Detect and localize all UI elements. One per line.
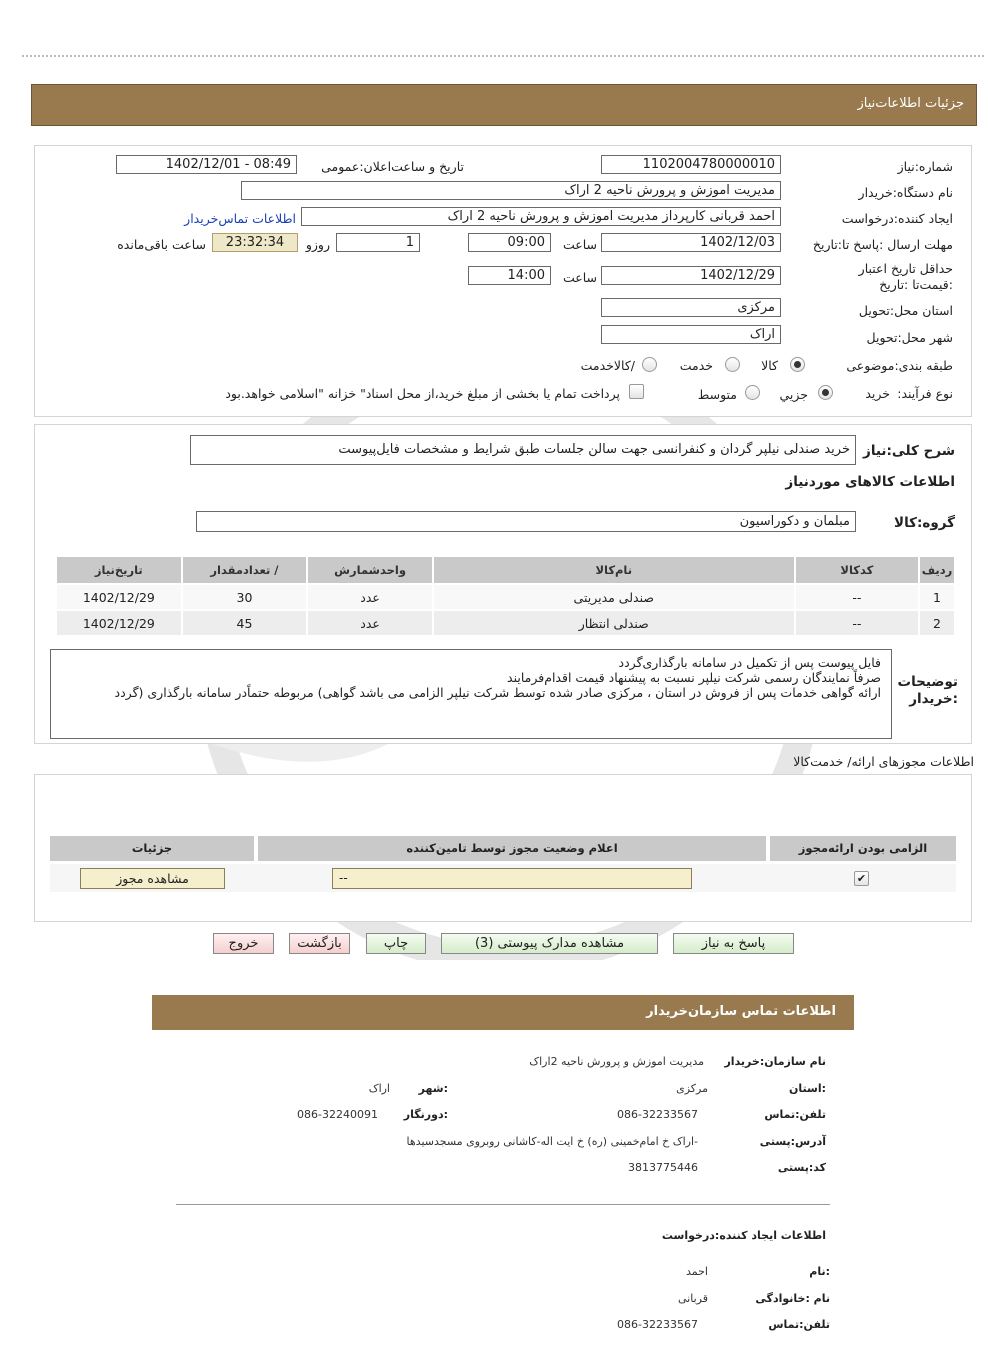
contact-header bbox=[152, 995, 854, 1030]
page-header bbox=[31, 84, 977, 126]
validity-label: حداقل تاریخ اعتبار :قیمت‌تا :تاریخ bbox=[858, 261, 953, 292]
table-row bbox=[57, 611, 954, 635]
category-label: طبقه بندی:موضوعی bbox=[846, 358, 953, 373]
col-row: ردیف bbox=[920, 557, 954, 583]
table-row bbox=[57, 585, 954, 609]
col-date: تاریخ‌نیاز bbox=[57, 557, 181, 583]
contact-org-value: مدیریت اموزش و پرورش ناحیه 2اراک bbox=[529, 1055, 704, 1068]
buyer-note-line: صرفاً نمایندگان رسمی شرکت نیلپر نسبت به پیشنهاد قیمت اقدام‌فرمایند bbox=[507, 670, 881, 685]
items-table-header bbox=[57, 557, 954, 583]
treasury-payment-checkbox[interactable] bbox=[629, 384, 644, 399]
days-field: 1 bbox=[336, 233, 420, 252]
announce-field: 1402/12/01 - 08:49 bbox=[116, 155, 297, 174]
print-button[interactable]: چاپ bbox=[366, 933, 426, 954]
goods-group-field: مبلمان و دکوراسیون bbox=[196, 511, 856, 532]
contact-divider bbox=[176, 1204, 830, 1205]
permit-status-field: -- bbox=[332, 868, 692, 889]
creator-name-label: :نام bbox=[809, 1265, 830, 1278]
permits-header-required: الزامی بودن ارائه‌مجوز bbox=[770, 836, 956, 861]
creator-family-label: نام :خانوادگی bbox=[755, 1292, 830, 1305]
buyer-notes-label: توضیحات :خریدار bbox=[897, 674, 958, 707]
creator-name-value: احمد bbox=[686, 1265, 708, 1278]
category-both-radio[interactable] bbox=[642, 357, 657, 372]
city-label: شهر محل:تحویل bbox=[866, 330, 953, 345]
deadline-time-label: ساعت bbox=[562, 237, 597, 252]
creator-family-value: قربانی bbox=[678, 1292, 708, 1305]
cell-unit: عدد bbox=[308, 585, 432, 609]
buyer-note-line: فایل پیوست پس از تکمیل در سامانه بارگذاری‌گردد bbox=[618, 655, 881, 670]
cell-name: صندلی مدیریتی bbox=[434, 585, 794, 609]
deadline-label: مهلت ارسال :پاسخ تا:تاریخ bbox=[812, 237, 953, 252]
process-minor-radio[interactable] bbox=[818, 385, 833, 400]
validity-time-label: ساعت bbox=[562, 270, 597, 285]
validity-time-field: 14:00 bbox=[468, 266, 551, 285]
cell-code: -- bbox=[796, 585, 918, 609]
category-both-label: /کالاخدمت bbox=[580, 358, 635, 373]
cell-name: صندلی انتظار bbox=[434, 611, 794, 635]
permit-required-checkbox[interactable]: ✔ bbox=[854, 871, 869, 886]
category-service-label: خدمت bbox=[679, 358, 713, 373]
category-goods-radio[interactable] bbox=[790, 357, 805, 372]
cell-code: -- bbox=[796, 611, 918, 635]
province-field: مرکزی bbox=[601, 298, 781, 317]
cell-unit: عدد bbox=[308, 611, 432, 635]
announce-label: تاریخ و ساعت‌اعلان:عمومی bbox=[321, 159, 464, 174]
creator-field: احمد قربانی کارپرداز مدیریت اموزش و پرورش ناحیه 2 اراک bbox=[301, 207, 781, 226]
col-unit: واحدشمارش bbox=[308, 557, 432, 583]
creator-phone-label: تلفن:تماس bbox=[768, 1318, 830, 1331]
contact-phone-label: تلفن:تماس bbox=[764, 1108, 826, 1121]
days-label: روزو bbox=[305, 237, 330, 252]
creator-phone-value: 086-32233567 bbox=[617, 1318, 698, 1331]
contact-fax-label: :دورنگار bbox=[403, 1108, 448, 1121]
contact-city-label: :شهر bbox=[418, 1082, 448, 1095]
contact-fax-value: 086-32240091 bbox=[297, 1108, 378, 1121]
validity-date-field: 1402/12/29 bbox=[601, 266, 781, 285]
deadline-date-field: 1402/12/03 bbox=[601, 233, 781, 252]
contact-province-value: مرکزی bbox=[676, 1082, 708, 1095]
treasury-payment-note: پرداخت تمام یا بخشی از مبلغ خرید،از محل اسناد" خزانه "اسلامی خواهد.بود bbox=[225, 386, 620, 401]
back-button[interactable]: بازگشت bbox=[289, 933, 350, 954]
cell-row: 2 bbox=[920, 611, 954, 635]
city-field: اراک bbox=[601, 325, 781, 344]
general-desc-label: شرح کلی:نیاز bbox=[863, 443, 955, 459]
buyer-notes-box bbox=[50, 649, 892, 739]
process-minor-label: جزیي bbox=[779, 387, 808, 402]
process-medium-label: متوسط bbox=[697, 387, 737, 402]
goods-info-title: اطلاعات کالاهای موردنیاز bbox=[785, 474, 955, 490]
category-service-radio[interactable] bbox=[725, 357, 740, 372]
page-title: جزئیات اطلاعات‌نیاز bbox=[857, 96, 964, 111]
top-divider bbox=[22, 55, 984, 57]
permits-header-status: اعلام وضعیت مجوز توسط تامین‌کننده bbox=[258, 836, 766, 861]
buyer-note-line: ارائه گواهی خدمات پس از فروش در استان ، مرکزی صادر شده توسط شرکت نیلپر الزامی می باشد گواهی) مربوطه حتماًدر سامانه بارگذاری (گردد bbox=[114, 685, 881, 700]
remaining-label: ساعت باقی‌مانده bbox=[117, 237, 206, 252]
remaining-timer: 23:32:34 bbox=[212, 233, 298, 252]
process-value: خرید bbox=[865, 386, 890, 401]
contact-province-label: :استان bbox=[789, 1082, 826, 1095]
cell-date: 1402/12/29 bbox=[57, 611, 181, 635]
buyer-org-field: مدیریت اموزش و پرورش ناحیه 2 اراک bbox=[241, 181, 781, 200]
items-table bbox=[55, 555, 956, 637]
view-documents-button[interactable]: مشاهده مدارک پیوستی (3) bbox=[441, 933, 658, 954]
col-name: نام‌کالا bbox=[434, 557, 794, 583]
buyer-org-label: نام دستگاه:خریدار bbox=[858, 185, 953, 200]
view-permit-button[interactable]: مشاهده مجوز bbox=[80, 868, 225, 889]
contact-city-value: اراک bbox=[368, 1082, 390, 1095]
process-label: نوع فرآیند: bbox=[897, 386, 953, 401]
goods-group-label: گروه:کالا bbox=[894, 515, 955, 531]
need-number-field: 1102004780000010 bbox=[601, 155, 781, 174]
general-desc-field: خرید صندلی نیلپر گردان و کنفرانسی جهت سالن جلسات طبق شرایط و مشخصات فایل‌پیوست bbox=[190, 435, 856, 465]
deadline-time-field: 09:00 bbox=[468, 233, 551, 252]
contact-address-value: -اراک خ امام‌خمینی (ره) خ ایت اله-کاشانی روبروی مسجدسیدها bbox=[406, 1135, 698, 1148]
cell-date: 1402/12/29 bbox=[57, 585, 181, 609]
contact-org-label: نام سازمان:خریدار bbox=[724, 1055, 826, 1068]
category-goods-label: کالا bbox=[761, 358, 778, 373]
col-qty: / تعدادمقدار bbox=[183, 557, 307, 583]
permits-header-details: جزئیات bbox=[50, 836, 254, 861]
buyer-contact-link[interactable]: اطلاعات تماس‌خریدار bbox=[184, 211, 296, 226]
reply-button[interactable]: پاسخ به نیاز bbox=[673, 933, 794, 954]
contact-title: اطلاعات تماس سازمان‌خریدار bbox=[646, 1004, 836, 1019]
process-medium-radio[interactable] bbox=[745, 385, 760, 400]
creator-label: ایجاد کننده:درخواست bbox=[841, 211, 953, 226]
cell-qty: 45 bbox=[183, 611, 307, 635]
cell-row: 1 bbox=[920, 585, 954, 609]
contact-address-label: آدرس:پستی bbox=[759, 1135, 826, 1148]
contact-postal-value: 3813775446 bbox=[628, 1161, 698, 1174]
contact-phone-value: 086-32233567 bbox=[617, 1108, 698, 1121]
province-label: استان محل:تحویل bbox=[858, 303, 953, 318]
need-number-label: شماره:نیاز bbox=[897, 159, 953, 174]
cell-qty: 30 bbox=[183, 585, 307, 609]
permits-title: اطلاعات مجوزهای ارائه/ خدمت‌کالا bbox=[793, 754, 974, 769]
exit-button[interactable]: خروج bbox=[213, 933, 274, 954]
contact-postal-label: کد:پستی bbox=[777, 1161, 826, 1174]
creator-info-title: اطلاعات ایجاد کننده:درخواست bbox=[661, 1229, 826, 1242]
col-code: کدکالا bbox=[796, 557, 918, 583]
